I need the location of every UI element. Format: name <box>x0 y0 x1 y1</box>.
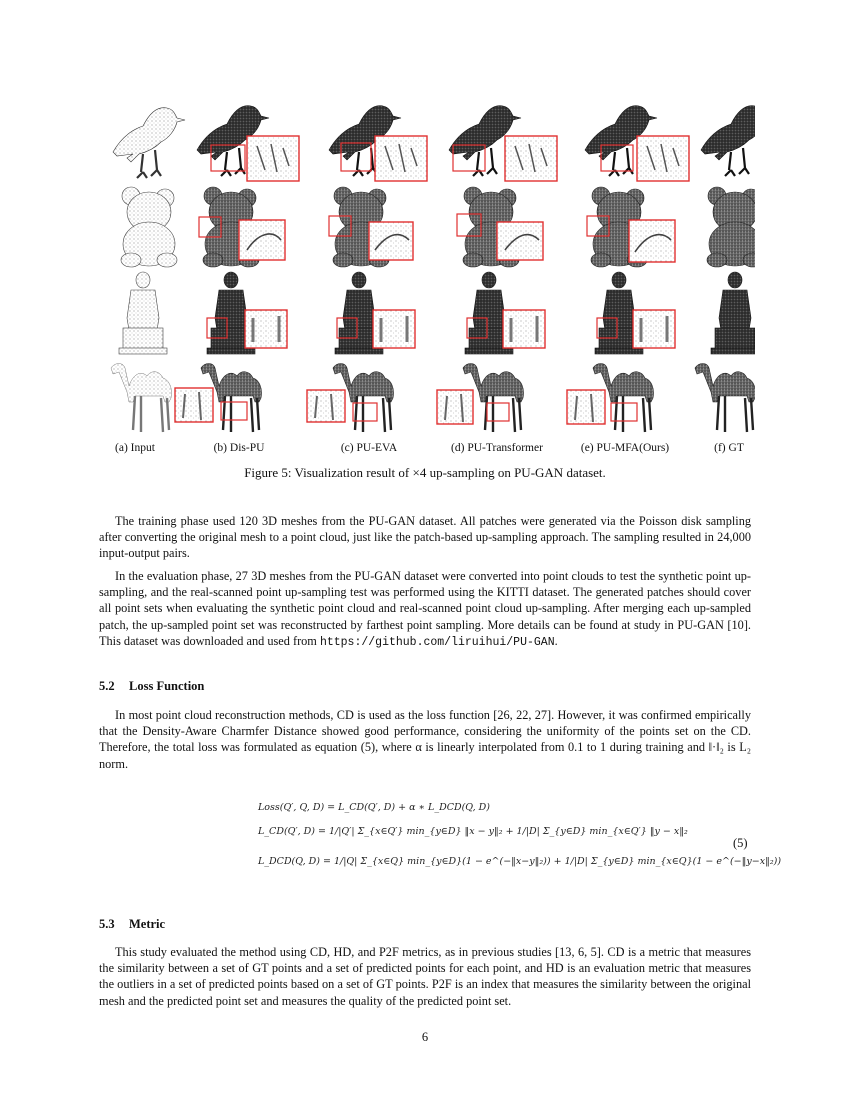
section-title: Loss Function <box>129 679 205 693</box>
equation-line-3: L_DCD(Q, D) = 1/|Q| Σ_{x∈Q} min_{y∈D}(1 − e^(−‖x−y‖₂)) + 1/|D| Σ_{y∈D} min_{x∈Q}(1 − e^(−‖y−x‖₂)) <box>258 856 782 867</box>
input-statue <box>119 272 167 354</box>
gt-statue <box>711 272 755 354</box>
paragraph-metric: This study evaluated the method using CD, HD, and P2F metrics, as in previous studies [13, 6, 5]. CD is a metric that measures the similarity between a set of GT points and a set of predicted points for each point, and HD is an evaluation metric that measures the outliers in a set of predicted points based on a set of GT points. P2F is an index that measures the similarity between the original mesh and the predicted point set and measures the quality of the predicted point set. <box>99 945 751 1008</box>
gt-bird <box>701 106 755 176</box>
pumfa-bear-zoom <box>629 220 675 262</box>
equation-line-2: L_CD(Q′, D) = 1/|Q′| Σ_{x∈Q′} min_{y∈D} ‖x − y‖₂ + 1/|D| Σ_{y∈D} min_{x∈Q′} ‖y − x‖₂ <box>258 826 688 837</box>
putransformer-camel-zoom <box>437 390 473 424</box>
section-title: Metric <box>129 917 166 931</box>
figure-caption: Figure 5: Visualization result of ×4 up-sampling on PU-GAN dataset. <box>244 465 606 480</box>
subfigure-label-dispu: (b) Dis-PU <box>213 442 265 454</box>
gt-bear <box>707 187 755 267</box>
pueva-camel-zoom <box>307 390 345 422</box>
putransformer-bird-zoom <box>505 136 557 181</box>
pumfa-bird-zoom <box>637 136 689 181</box>
input-camel <box>111 364 172 433</box>
putransformer-bear-zoom <box>497 222 543 260</box>
section-heading-metric <box>99 917 165 932</box>
page-number: 6 <box>421 1030 429 1044</box>
equation-line-1: Loss(Q′, Q, D) = L_CD(Q′, D) + α ∗ L_DCD(Q, D) <box>258 802 490 813</box>
section-number: 5.3 <box>99 917 115 931</box>
section-number: 5.2 <box>99 679 115 693</box>
putransformer-camel-highlight <box>487 403 509 421</box>
figure-5 <box>95 90 755 455</box>
pumfa-statue-zoom <box>633 310 675 348</box>
pueva-bear-zoom <box>369 222 413 260</box>
pueva-bird-zoom <box>375 136 427 181</box>
dispu-camel-zoom <box>175 388 213 422</box>
equation-number: (5) <box>733 836 748 850</box>
paragraph-loss: In most point cloud reconstruction methods, CD is used as the loss function [26, 22, 27]. However, it was confirmed empirically that the Density-Aware Charmfer Distance showed good performance, considering the uniformity of the points set on the CD. Therefore, the total loss was formulated as equation (5), where α is linearly interpolated from 0.1 to 1 during training and ‖·‖₂ is L₂ norm. <box>99 708 751 771</box>
paragraph-evaluation-text: In the evaluation phase, 27 3D meshes from the PU-GAN dataset were converted into point clouds to test the synthetic point up-sampling, and the real-scanned point up-sampling test was performed using the KITTI dataset. The generated patches should cover all point sets when evaluating the synthetic point cloud and real-scanned point cloud up-sampling. After merging each up-sampled patch, the up-sampled point set was reconstructed by farthest point sampling. More details can be found at study in PU-GAN [10]. This dataset was downloaded and used from <box>99 569 751 648</box>
paragraph-training: The training phase used 120 3D meshes from the PU-GAN dataset. All patches were generated via the Poisson disk sampling after converting the original mesh to a point cloud, just like the patch-based up-sampling approach. The sampling resulted in 24,000 input-output pairs. <box>99 514 751 561</box>
dispu-bear-zoom <box>239 220 285 260</box>
subfigure-label-pueva: (c) PU-EVA <box>340 442 398 454</box>
dispu-statue-zoom <box>245 310 287 348</box>
equation-5 <box>258 800 782 890</box>
pumfa-camel-zoom <box>567 390 605 424</box>
dataset-url-link[interactable]: https://github.com/liruihui/PU-GAN <box>319 635 555 649</box>
input-bear <box>121 187 177 267</box>
gt-camel <box>695 364 755 433</box>
section-heading-loss-function <box>99 679 204 694</box>
subfigure-labels <box>95 442 755 458</box>
pueva-statue-zoom <box>373 310 415 348</box>
subfigure-label-putransformer: (d) PU-Transformer <box>451 442 543 454</box>
subfigure-label-pumfa: (e) PU-MFA(Ours) <box>580 442 670 454</box>
subfigure-label-input: (a) Input <box>115 442 155 454</box>
dispu-bird-zoom <box>247 136 299 181</box>
paragraph-evaluation-end: . <box>554 633 558 648</box>
input-bird <box>113 108 185 178</box>
subfigure-label-gt: (f) GT <box>714 442 744 454</box>
putransformer-statue-zoom <box>503 310 545 348</box>
figure-5-panels <box>95 90 755 445</box>
paragraph-evaluation <box>99 568 751 651</box>
